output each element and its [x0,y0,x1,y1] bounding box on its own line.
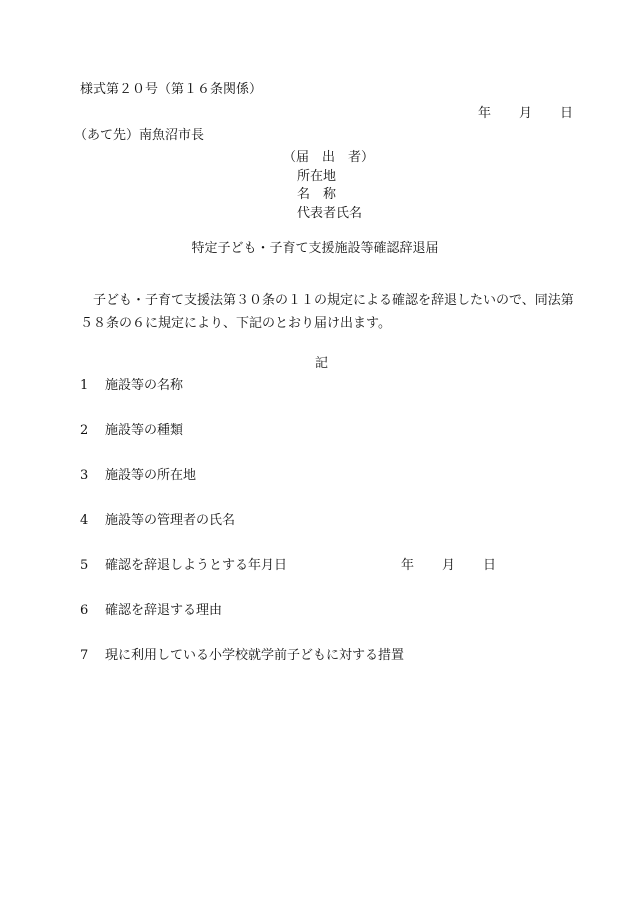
date-year: 年 [478,106,492,121]
list-item [80,558,404,603]
date-day: 日 [560,106,574,121]
item-label: 確認を辞退する理由 [105,603,223,618]
item-number: 1 [80,378,89,393]
list-item [80,648,404,693]
list-item [80,513,404,558]
item-number: 2 [80,423,89,438]
item-label: 施設等の管理者の氏名 [105,513,236,528]
item-number: 7 [80,648,89,663]
resignation-date [401,558,496,574]
list-item [80,378,404,423]
item-number: 4 [80,513,89,528]
item-number: 5 [80,558,89,573]
list-item [80,468,404,513]
item-number: 6 [80,603,89,618]
date-month: 月 [519,106,533,121]
applicant-heading: （届 出 者） [283,150,375,165]
addressee: （あて先）南魚沼市長 [74,128,205,143]
item-list [80,378,404,693]
submission-date [478,106,573,122]
applicant-representative-label: 代表者氏名 [297,205,363,221]
applicant-address-label: 所在地 [297,168,337,184]
item-label: 現に利用している小学校就学前子どもに対する措置 [105,648,405,663]
form-number: 様式第２０号（第１６条関係） [80,82,263,97]
resignation-day: 日 [483,558,497,573]
item-label: 確認を辞退しようとする年月日 [105,558,288,573]
ki-heading: 記 [315,356,329,371]
document-title: 特定子ども・子育て支援施設等確認辞退届 [191,241,439,256]
body-text: 子ども・子育て支援法第３０条の１１の規定による確認を辞退したいので、同法第５８条の６に規定により、下記のとおり届け出ます。 [80,293,574,331]
list-item [80,603,404,648]
item-label: 施設等の名称 [105,378,184,393]
resignation-month: 月 [442,558,456,573]
item-label: 施設等の所在地 [105,468,197,483]
list-item [80,423,404,468]
item-number: 3 [80,468,89,483]
item-label: 施設等の種類 [105,423,184,438]
applicant-block [283,150,374,224]
applicant-name-label: 名 称 [297,187,337,203]
resignation-year: 年 [401,558,415,573]
